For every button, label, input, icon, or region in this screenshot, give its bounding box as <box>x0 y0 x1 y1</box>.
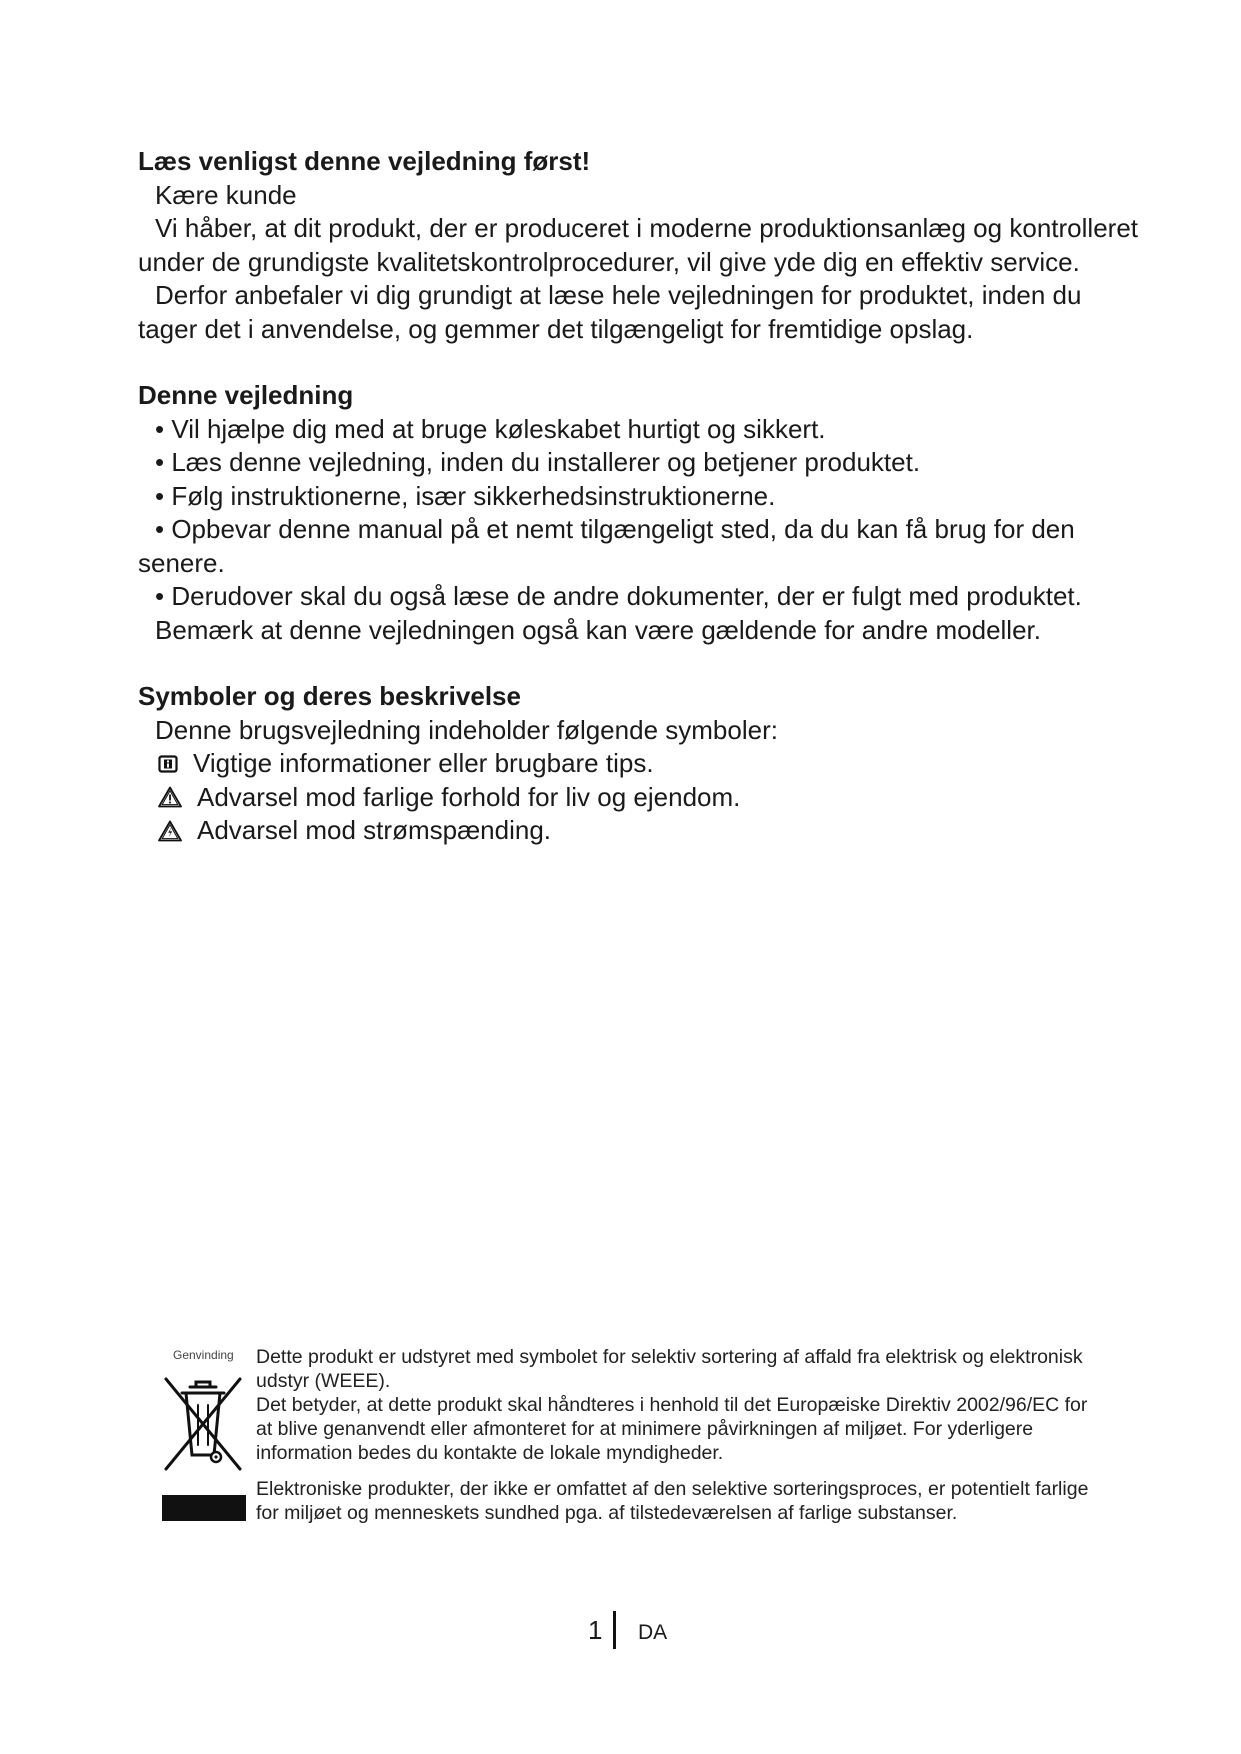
symbol-description: Advarsel mod strømspænding. <box>197 815 552 845</box>
crossed-bin-icon <box>160 1373 246 1473</box>
footer-divider <box>613 1611 616 1649</box>
bullet-item: • Følg instruktionerne, især sikkerhedsinstruktionerne. <box>155 480 776 511</box>
symbol-row-warning <box>138 781 1138 815</box>
symbol-row-electric <box>138 814 1138 848</box>
intro-paragraph-1: Vi håber, at dit produkt, der er produceret i moderne produktionsanlæg og kontrolleret under de grundigste kvalitetskontrolprocedurer, vil give yde dig en effektiv service. <box>138 213 1138 277</box>
weee-black-bar <box>162 1495 246 1521</box>
bullet-item: • Derudover skal du også læse de andre dokumenter, der er fulgt med produktet. <box>155 581 1082 611</box>
manual-heading: Denne vejledning <box>138 380 354 410</box>
electric-warning-icon <box>157 818 183 844</box>
weee-text <box>256 1345 1090 1525</box>
main-content <box>138 145 1138 848</box>
weee-paragraph-2: Det betyder, at dette produkt skal håndteres i henhold til det Europæiske Direktiv 2002/96/EC for at blive genanvendt eller afmonteret for at minimere påvirkningen af miljøet. For yderligere information bedes du kontakte de lokale myndigheder. <box>256 1394 1088 1464</box>
weee-notice <box>160 1345 1090 1525</box>
symbol-description: Advarsel mod farlige forhold for liv og ejendom. <box>197 781 741 812</box>
recycling-caption: Genvinding <box>173 1348 234 1362</box>
intro-heading: Læs venligst denne vejledning først! <box>138 146 591 176</box>
warning-triangle-icon <box>157 784 183 810</box>
language-code: DA <box>638 1621 668 1644</box>
symbol-row-info <box>138 747 1138 781</box>
symbol-description: Vigtige informationer eller brugbare tips. <box>193 748 654 778</box>
info-icon <box>155 751 181 777</box>
symbols-intro: Denne brugsvejledning indeholder følgende symboler: <box>155 714 778 745</box>
bullet-item: • Læs denne vejledning, inden du installerer og betjener produktet. <box>155 447 921 477</box>
bullet-item: • Vil hjælpe dig med at bruge køleskabet hurtigt og sikkert. <box>155 413 826 444</box>
bullet-item: • Opbevar denne manual på et nemt tilgængeligt sted, da du kan få brug for den senere. <box>138 514 1075 578</box>
intro-paragraph-2: Derfor anbefaler vi dig grundigt at læse hele vejledningen for produktet, inden du tager det i anvendelse, og gemmer det tilgængeligt for fremtidige opslag. <box>138 280 1082 344</box>
salutation: Kære kunde <box>155 179 297 210</box>
symbols-heading: Symboler og deres beskrivelse <box>138 681 521 711</box>
models-note: Bemærk at denne vejledningen også kan være gældende for andre modeller. <box>155 614 1041 645</box>
page-footer <box>0 1615 1241 1655</box>
weee-paragraph-1: Dette produkt er udstyret med symbolet for selektiv sortering af affald fra elektrisk og elektronisk udstyr (WEEE). <box>256 1346 1083 1392</box>
weee-paragraph-3: Elektroniske produkter, der ikke er omfattet af den selektive sorteringsproces, er potentielt farlige for miljøet og menneskets sundhed pga. af tilstedeværelsen af farlige substanser. <box>256 1478 1089 1524</box>
page-number: 1 <box>588 1615 603 1645</box>
